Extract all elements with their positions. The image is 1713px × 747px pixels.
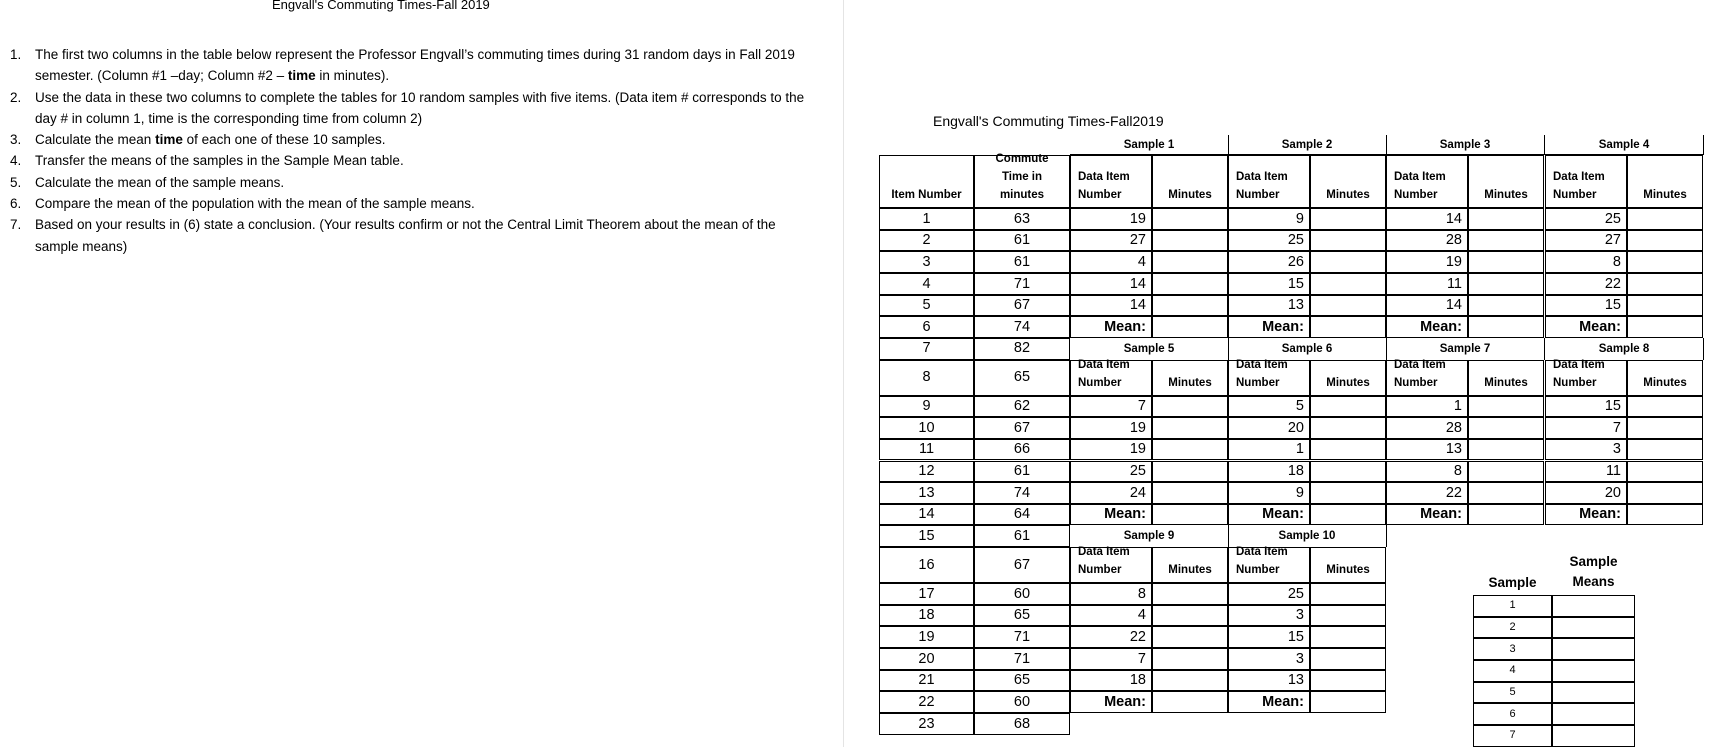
- sample-mean-value: [1152, 316, 1228, 338]
- sample-title: Sample 7: [1439, 342, 1491, 355]
- sample-data-item-cell: 28: [1386, 417, 1468, 439]
- header-line: Data Item: [1078, 546, 1130, 559]
- sample-minutes-cell: [1310, 396, 1386, 418]
- item-number-header: [879, 155, 974, 208]
- sample-minutes-cell: [1152, 230, 1228, 252]
- instruction-text: Use the data in these two columns to complete the tables for 10 random samples with five items. (Data item # corresponds to the day # in column 1, time is the corresponding time from column 2): [35, 89, 805, 126]
- sample-mean-label: Mean:: [1386, 504, 1468, 526]
- sample-minutes-cell: [1310, 273, 1386, 295]
- sample-data-item-cell: 22: [1386, 482, 1468, 504]
- sample-data-item-cell: 24: [1070, 482, 1152, 504]
- header-line: Number: [1553, 376, 1597, 389]
- sample-data-item-cell: 3: [1545, 439, 1627, 461]
- sample-means-row-label: 7: [1473, 725, 1552, 747]
- table-cell-commute-time: 68: [974, 713, 1070, 735]
- table-cell-commute-time: 60: [974, 583, 1070, 605]
- header-line: Commute: [995, 153, 1049, 165]
- sample-title: Sample 4: [1598, 139, 1650, 151]
- table-cell-commute-time: 62: [974, 396, 1070, 418]
- sample-data-item-cell: 13: [1386, 439, 1468, 461]
- sample-data-item-cell: 14: [1070, 273, 1152, 295]
- instruction-text: Calculate the mean time of each one of these 10 samples.: [35, 132, 386, 148]
- sample-header-underline: [1070, 154, 1703, 155]
- table-cell-item-number: 8: [879, 360, 974, 396]
- header-line: Means: [1572, 574, 1615, 589]
- sample-minutes-cell: [1627, 273, 1703, 295]
- instruction-item: [10, 129, 810, 150]
- table-cell-item-number: 17: [879, 583, 974, 605]
- sample-data-item-cell: 11: [1386, 273, 1468, 295]
- sample-divider: [1703, 338, 1704, 360]
- sample-data-item-cell: 1: [1386, 396, 1468, 418]
- sample-data-item-cell: 18: [1228, 461, 1310, 483]
- sheet-title: Engvall's Commuting Times-Fall2019: [933, 113, 1164, 129]
- sample-divider: [1703, 135, 1704, 155]
- instruction-number: 6.: [10, 196, 22, 212]
- sample-means-value-cell: [1552, 660, 1635, 682]
- header-line: Time in: [1001, 171, 1043, 183]
- header-line: Sample: [1569, 554, 1618, 569]
- sample-mean-value: [1310, 691, 1386, 713]
- sample-mean-value: [1310, 316, 1386, 338]
- sample-data-item-cell: 20: [1545, 482, 1627, 504]
- sample-data-item-cell: 19: [1070, 208, 1152, 230]
- data-item-number-header: [1070, 360, 1152, 396]
- sample-mean-label: Mean:: [1070, 691, 1152, 713]
- sample-minutes-cell: [1468, 396, 1544, 418]
- sample-minutes-cell: [1152, 626, 1228, 648]
- instruction-text: Calculate the mean of the sample means.: [35, 174, 285, 190]
- table-cell-commute-time: 64: [974, 504, 1070, 526]
- sample-data-item-cell: 20: [1228, 417, 1310, 439]
- table-cell-item-number: 6: [879, 316, 974, 338]
- sample-title: Sample 1: [1123, 139, 1175, 151]
- header-line: Minutes: [1484, 376, 1528, 389]
- sample-title: Sample 10: [1278, 530, 1336, 543]
- header-line: Data Item: [1553, 358, 1605, 371]
- table-cell-item-number: 21: [879, 670, 974, 692]
- data-item-number-header: [1545, 155, 1627, 208]
- table-cell-item-number: 20: [879, 648, 974, 670]
- sample-data-item-cell: 14: [1386, 208, 1468, 230]
- sample-minutes-cell: [1310, 208, 1386, 230]
- sample-minutes-cell: [1152, 482, 1228, 504]
- sample-minutes-cell: [1627, 461, 1703, 483]
- sample-data-item-cell: 19: [1070, 439, 1152, 461]
- sample-minutes-cell: [1627, 295, 1703, 317]
- header-line: Number: [1394, 189, 1438, 201]
- sample-minutes-cell: [1310, 295, 1386, 317]
- sample-minutes-cell: [1468, 461, 1544, 483]
- header-line: Data Item: [1553, 171, 1605, 183]
- table-cell-item-number: 4: [879, 273, 974, 295]
- sample-mean-value: [1152, 504, 1228, 526]
- sample-data-item-cell: 18: [1070, 670, 1152, 692]
- table-cell-commute-time: 61: [974, 251, 1070, 273]
- sample-means-row-label: 6: [1473, 703, 1552, 725]
- sample-mean-value: [1310, 504, 1386, 526]
- sample-data-item-cell: 15: [1228, 273, 1310, 295]
- sample-data-item-cell: 28: [1386, 230, 1468, 252]
- header-line: Number: [1236, 376, 1280, 389]
- sample-minutes-cell: [1152, 295, 1228, 317]
- sample-minutes-cell: [1468, 417, 1544, 439]
- instruction-number: 4.: [10, 153, 22, 169]
- sample-mean-label: Mean:: [1386, 316, 1468, 338]
- header-line: Minutes: [1326, 564, 1370, 577]
- sample-minutes-cell: [1152, 583, 1228, 605]
- instruction-item: [10, 44, 810, 87]
- sample-data-item-cell: 25: [1228, 230, 1310, 252]
- sample-minutes-cell: [1627, 439, 1703, 461]
- table-cell-item-number: 3: [879, 251, 974, 273]
- sample-title: Sample 2: [1281, 139, 1333, 151]
- sample-minutes-cell: [1627, 417, 1703, 439]
- header-line: Data Item: [1394, 171, 1446, 183]
- sample-minutes-cell: [1310, 417, 1386, 439]
- sample-means-value-cell: [1552, 638, 1635, 660]
- sample-means-value-cell: [1552, 703, 1635, 725]
- sample-minutes-cell: [1468, 251, 1544, 273]
- minutes-header: [1152, 155, 1228, 208]
- sample-data-item-cell: 22: [1070, 626, 1152, 648]
- sample-minutes-cell: [1152, 251, 1228, 273]
- table-cell-commute-time: 66: [974, 439, 1070, 461]
- header-line: Minutes: [1168, 376, 1212, 389]
- sample-mean-value: [1627, 504, 1703, 526]
- table-cell-item-number: 10: [879, 417, 974, 439]
- sample-minutes-cell: [1310, 648, 1386, 670]
- data-item-number-header: [1386, 360, 1468, 396]
- table-cell-commute-time: 65: [974, 605, 1070, 627]
- sample-mean-value: [1468, 504, 1544, 526]
- instruction-text: Transfer the means of the samples in the Sample Mean table.: [35, 153, 404, 169]
- header-line: Number: [1078, 189, 1122, 201]
- sample-data-item-cell: 13: [1228, 295, 1310, 317]
- sample-data-item-cell: 8: [1545, 251, 1627, 273]
- table-cell-item-number: 19: [879, 626, 974, 648]
- table-cell-commute-time: 63: [974, 208, 1070, 230]
- sample-data-item-cell: 9: [1228, 208, 1310, 230]
- sample-mean-label: Mean:: [1228, 691, 1310, 713]
- sample-minutes-cell: [1627, 208, 1703, 230]
- instruction-text: Based on your results in (6) state a conclusion. (Your results confirm or not the Central Limit Theorem about the mean of the sample means): [35, 217, 776, 254]
- table-cell-item-number: 18: [879, 605, 974, 627]
- header-line: Minutes: [1326, 189, 1370, 201]
- sample-minutes-cell: [1152, 648, 1228, 670]
- sample-minutes-cell: [1468, 295, 1544, 317]
- emphasis: time: [155, 132, 183, 148]
- header-line: Data Item: [1236, 546, 1288, 559]
- table-cell-commute-time: 61: [974, 525, 1070, 547]
- minutes-header: [1310, 360, 1386, 396]
- sample-data-item-cell: 27: [1545, 230, 1627, 252]
- table-cell-item-number: 7: [879, 338, 974, 360]
- sample-minutes-cell: [1468, 230, 1544, 252]
- document-title: Engvall's Commuting Times-Fall 2019: [272, 0, 490, 12]
- minutes-header: [1627, 360, 1703, 396]
- header-line: Number: [1078, 376, 1122, 389]
- header-line: Data Item: [1236, 358, 1288, 371]
- sample-means-row-label: 1: [1473, 595, 1552, 617]
- sample-data-item-cell: 4: [1070, 605, 1152, 627]
- emphasis: time: [287, 68, 316, 84]
- header-line: Minutes: [1168, 189, 1212, 201]
- sample-minutes-cell: [1310, 583, 1386, 605]
- table-cell-commute-time: 67: [974, 417, 1070, 439]
- sample-data-item-cell: 7: [1070, 648, 1152, 670]
- sample-minutes-cell: [1310, 482, 1386, 504]
- sample-minutes-cell: [1152, 439, 1228, 461]
- table-cell-item-number: 11: [879, 439, 974, 461]
- minutes-header: [1627, 155, 1703, 208]
- header-line: Sample: [1488, 575, 1537, 590]
- sample-minutes-cell: [1152, 670, 1228, 692]
- sample-minutes-cell: [1310, 230, 1386, 252]
- minutes-header: [1468, 360, 1544, 396]
- table-cell-commute-time: 65: [974, 360, 1070, 396]
- sample-data-item-cell: 25: [1545, 208, 1627, 230]
- table-cell-commute-time: 67: [974, 295, 1070, 317]
- sample-mean-label: Mean:: [1228, 316, 1310, 338]
- header-line: Data Item: [1394, 358, 1446, 371]
- sample-data-item-cell: 9: [1228, 482, 1310, 504]
- sample-data-item-cell: 15: [1545, 295, 1627, 317]
- table-cell-commute-time: 65: [974, 670, 1070, 692]
- minutes-header: [1152, 547, 1228, 583]
- instruction-text: The first two columns in the table below represent the Professor Engvall’s commuting times during 31 random days in Fall 2019 semester. (Column #1 –day; Column #2 – time in minutes).: [35, 47, 795, 84]
- header-line: Minutes: [1484, 189, 1528, 201]
- sample-minutes-cell: [1627, 482, 1703, 504]
- header-line: Data Item: [1078, 358, 1130, 371]
- sample-title: Sample 5: [1123, 342, 1175, 355]
- sample-minutes-cell: [1627, 230, 1703, 252]
- table-cell-commute-time: 74: [974, 316, 1070, 338]
- sample-minutes-cell: [1468, 208, 1544, 230]
- sample-means-row-label: 5: [1473, 682, 1552, 704]
- sample-title: Sample 9: [1123, 530, 1175, 543]
- sample-means-value-cell: [1552, 682, 1635, 704]
- sample-data-item-cell: 5: [1228, 396, 1310, 418]
- header-line: Minutes: [1168, 564, 1212, 577]
- sample-minutes-cell: [1310, 461, 1386, 483]
- sample-mean-value: [1152, 691, 1228, 713]
- data-item-number-header: [1545, 360, 1627, 396]
- sample-column-header: [1473, 550, 1552, 595]
- sample-data-item-cell: 25: [1070, 461, 1152, 483]
- sample-data-item-cell: 8: [1386, 461, 1468, 483]
- instruction-item: [10, 172, 810, 193]
- sample-data-item-cell: 19: [1070, 417, 1152, 439]
- sample-minutes-cell: [1152, 461, 1228, 483]
- header-line: Data Item: [1236, 171, 1288, 183]
- sample-minutes-cell: [1152, 273, 1228, 295]
- sample-minutes-cell: [1310, 439, 1386, 461]
- instruction-item: [10, 150, 810, 171]
- header-line: Minutes: [1326, 376, 1370, 389]
- sample-minutes-cell: [1152, 396, 1228, 418]
- commute-time-header: [974, 155, 1070, 208]
- sample-data-item-cell: 11: [1545, 461, 1627, 483]
- instruction-number: 3.: [10, 132, 22, 148]
- table-cell-item-number: 9: [879, 396, 974, 418]
- table-cell-commute-time: 71: [974, 648, 1070, 670]
- data-item-number-header: [1386, 155, 1468, 208]
- sample-data-item-cell: 15: [1228, 626, 1310, 648]
- header-line: minutes: [999, 189, 1045, 201]
- sample-data-item-cell: 25: [1228, 583, 1310, 605]
- minutes-header: [1152, 360, 1228, 396]
- sample-mean-label: Mean:: [1228, 504, 1310, 526]
- instruction-item: [10, 193, 810, 214]
- sample-data-item-cell: 13: [1228, 670, 1310, 692]
- sample-data-item-cell: 7: [1070, 396, 1152, 418]
- page-divider: [843, 0, 844, 747]
- sample-mean-label: Mean:: [1545, 504, 1627, 526]
- table-cell-commute-time: 74: [974, 482, 1070, 504]
- data-item-number-header: [1070, 547, 1152, 583]
- table-cell-item-number: 13: [879, 482, 974, 504]
- sample-data-item-cell: 22: [1545, 273, 1627, 295]
- header-line: Number: [1236, 564, 1280, 577]
- header-line: Number: [1394, 376, 1438, 389]
- sample-means-row-label: 2: [1473, 617, 1552, 639]
- sample-data-item-cell: 26: [1228, 251, 1310, 273]
- sample-means-row-label: 4: [1473, 660, 1552, 682]
- header-line: Number: [1236, 189, 1280, 201]
- table-cell-item-number: 1: [879, 208, 974, 230]
- sample-minutes-cell: [1468, 439, 1544, 461]
- header-line: Number: [1553, 189, 1597, 201]
- table-cell-item-number: 15: [879, 525, 974, 547]
- sample-minutes-cell: [1152, 208, 1228, 230]
- sample-minutes-cell: [1310, 251, 1386, 273]
- header-line: Item Number: [891, 189, 962, 201]
- sample-minutes-cell: [1152, 417, 1228, 439]
- sample-mean-label: Mean:: [1070, 316, 1152, 338]
- sample-means-column-header: [1552, 550, 1635, 595]
- sample-means-value-cell: [1552, 595, 1635, 617]
- sample-data-item-cell: 19: [1386, 251, 1468, 273]
- sample-data-item-cell: 14: [1386, 295, 1468, 317]
- sample-minutes-cell: [1627, 396, 1703, 418]
- minutes-header: [1468, 155, 1544, 208]
- sample-minutes-cell: [1627, 251, 1703, 273]
- instruction-item: [10, 87, 810, 130]
- data-item-number-header: [1070, 155, 1152, 208]
- sample-means-value-cell: [1552, 617, 1635, 639]
- table-cell-item-number: 16: [879, 547, 974, 583]
- instruction-text: Compare the mean of the population with the mean of the sample means.: [35, 196, 475, 212]
- sample-mean-label: Mean:: [1070, 504, 1152, 526]
- sample-mean-value: [1468, 316, 1544, 338]
- table-cell-item-number: 5: [879, 295, 974, 317]
- data-item-number-header: [1228, 360, 1310, 396]
- sample-data-item-cell: 3: [1228, 648, 1310, 670]
- data-item-number-header: [1228, 155, 1310, 208]
- minutes-header: [1310, 155, 1386, 208]
- sample-minutes-cell: [1310, 670, 1386, 692]
- instructions-list: [10, 44, 810, 257]
- sample-minutes-cell: [1310, 605, 1386, 627]
- sample-divider: [1386, 525, 1387, 547]
- instruction-number: 5.: [10, 174, 22, 190]
- sample-title: Sample 6: [1281, 342, 1333, 355]
- table-cell-item-number: 14: [879, 504, 974, 526]
- sample-mean-label: Mean:: [1545, 316, 1627, 338]
- table-cell-item-number: 23: [879, 713, 974, 735]
- header-line: Number: [1078, 564, 1122, 577]
- instruction-item: [10, 214, 810, 257]
- table-cell-commute-time: 71: [974, 273, 1070, 295]
- minutes-header: [1310, 547, 1386, 583]
- sample-data-item-cell: 15: [1545, 396, 1627, 418]
- header-line: Minutes: [1643, 376, 1687, 389]
- instruction-number: 1.: [10, 47, 22, 62]
- table-cell-item-number: 2: [879, 230, 974, 252]
- header-line: Minutes: [1643, 189, 1687, 201]
- sample-minutes-cell: [1152, 605, 1228, 627]
- sample-minutes-cell: [1310, 626, 1386, 648]
- sample-title: Sample 8: [1598, 342, 1650, 355]
- sample-minutes-cell: [1468, 273, 1544, 295]
- header-line: Data Item: [1078, 171, 1130, 183]
- table-cell-commute-time: 60: [974, 691, 1070, 713]
- table-cell-commute-time: 71: [974, 626, 1070, 648]
- sample-mean-value: [1627, 316, 1703, 338]
- sample-data-item-cell: 4: [1070, 251, 1152, 273]
- sample-means-value-cell: [1552, 725, 1635, 747]
- instruction-number: 7.: [10, 217, 22, 233]
- sample-data-item-cell: 3: [1228, 605, 1310, 627]
- sample-minutes-cell: [1468, 482, 1544, 504]
- table-cell-commute-time: 61: [974, 230, 1070, 252]
- sample-data-item-cell: 7: [1545, 417, 1627, 439]
- sample-data-item-cell: 8: [1070, 583, 1152, 605]
- data-item-number-header: [1228, 547, 1310, 583]
- table-cell-item-number: 22: [879, 691, 974, 713]
- sample-means-row-label: 3: [1473, 638, 1552, 660]
- table-cell-commute-time: 82: [974, 338, 1070, 360]
- sample-data-item-cell: 14: [1070, 295, 1152, 317]
- table-cell-item-number: 12: [879, 461, 974, 483]
- sample-title: Sample 3: [1439, 139, 1491, 151]
- sample-data-item-cell: 1: [1228, 439, 1310, 461]
- instruction-number: 2.: [10, 89, 22, 105]
- table-cell-commute-time: 61: [974, 461, 1070, 483]
- sample-data-item-cell: 27: [1070, 230, 1152, 252]
- table-cell-commute-time: 67: [974, 547, 1070, 583]
